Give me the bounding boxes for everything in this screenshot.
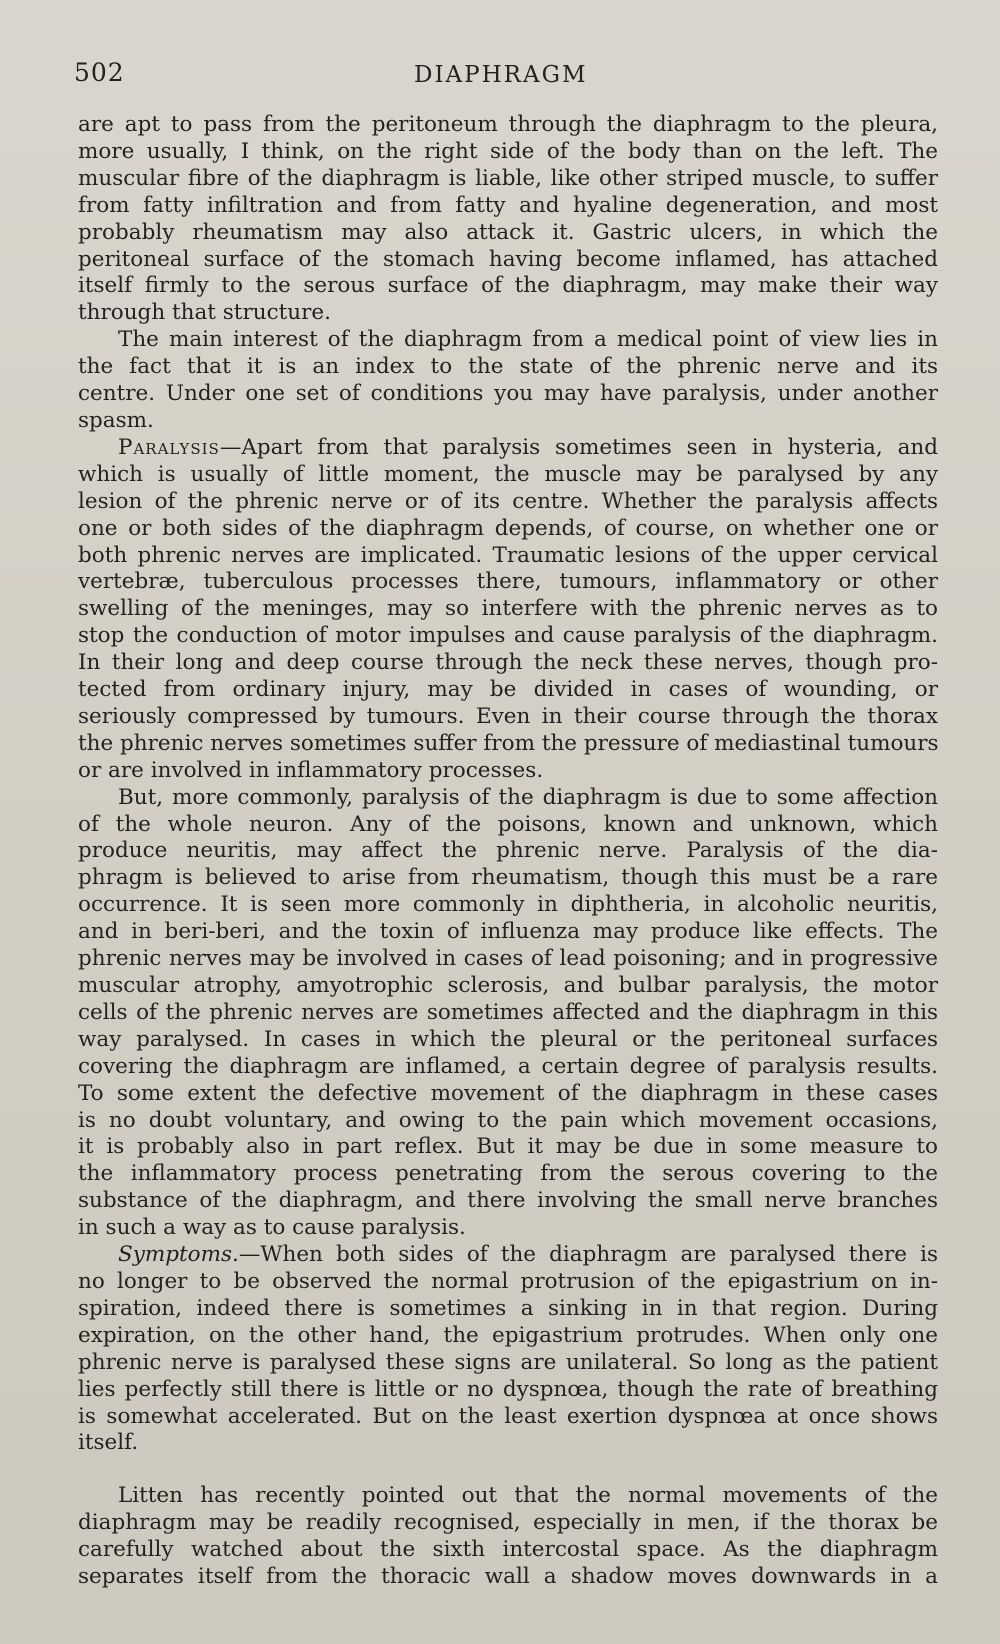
text-line: tected from ordinary injury, may be divided in cases of wounding, or xyxy=(78,677,938,703)
text-line: cells of the phrenic nerves are sometimes affected and the diaphragm in this xyxy=(78,999,938,1025)
text-line: one or both sides of the diaphragm depends, of course, on whether one or xyxy=(78,515,938,541)
text-line: phrenic nerves may be involved in cases of lead poisoning; and in progressive xyxy=(78,946,938,972)
text-line: carefully watched about the sixth intercostal space. As the diaphragm xyxy=(78,1537,938,1563)
text-line: produce neuritis, may affect the phrenic nerve. Paralysis of the dia- xyxy=(78,838,938,864)
paragraph-gap xyxy=(78,1457,938,1483)
text-line: phrenic nerve is paralysed these signs are unilateral. So long as the patient xyxy=(78,1349,938,1375)
text-line: both phrenic nerves are implicated. Traumatic lesions of the upper cervical xyxy=(78,542,938,568)
text-line: covering the diaphragm are inflamed, a certain degree of paralysis results. xyxy=(78,1053,938,1079)
text-line: spasm. xyxy=(78,407,154,433)
text-line: To some extent the defective movement of the diaphragm in these cases xyxy=(78,1080,938,1106)
text-line: itself. xyxy=(78,1430,139,1456)
running-title: DIAPHRAGM xyxy=(414,62,588,88)
text-fragment: —Apart from that paralysis sometimes seen in hysteria, and xyxy=(219,434,938,460)
text-line: In their long and deep course through the neck these nerves, though pro- xyxy=(78,650,938,676)
text-line: lies perfectly still there is little or no dyspnœa, though the rate of breathing xyxy=(78,1376,938,1402)
text-line: itself firmly to the serous surface of the diaphragm, may make their way xyxy=(78,273,938,299)
text-line: which is usually of little moment, the muscle may be paralysed by any xyxy=(78,461,938,487)
text-line: seriously compressed by tumours. Even in their course through the thorax xyxy=(78,703,938,729)
text-line: phragm is believed to arise from rheumatism, though this must be a rare xyxy=(78,865,938,891)
text-line: the fact that it is an index to the state of the phrenic nerve and its xyxy=(78,354,938,380)
text-line: the inflammatory process penetrating from the serous covering to the xyxy=(78,1161,938,1187)
text-line: lesion of the phrenic nerve or of its centre. Whether the paralysis affects xyxy=(78,488,938,514)
text-line: swelling of the meninges, may so interfere with the phrenic nerves as to xyxy=(78,596,938,622)
text-line: through that structure. xyxy=(78,300,331,326)
text-line: centre. Under one set of conditions you may have paralysis, under another xyxy=(78,381,938,407)
text-line xyxy=(78,1242,938,1269)
text-line: stop the conduction of motor impulses and cause paralysis of the diaphragm. xyxy=(78,623,938,649)
text-line: muscular atrophy, amyotrophic sclerosis, and bulbar paralysis, the motor xyxy=(78,973,938,998)
page-number: 502 xyxy=(74,58,125,87)
text-line xyxy=(78,435,938,462)
text-line: or are involved in inflammatory processes. xyxy=(78,757,544,783)
body-text xyxy=(78,112,938,1591)
text-line: is somewhat accelerated. But on the least exertion dyspnœa at once shows xyxy=(78,1403,938,1429)
text-line: in such a way as to cause paralysis. xyxy=(78,1215,466,1241)
text-line: the phrenic nerves sometimes suffer from the pressure of mediastinal tumours xyxy=(78,730,939,756)
text-line: muscular fibre of the diaphragm is liable, like other striped muscle, to suffer xyxy=(78,165,938,191)
text-line: of the whole neuron. Any of the poisons, known and unknown, which xyxy=(78,811,938,837)
text-line: no longer to be observed the normal protrusion of the epigastrium on in- xyxy=(78,1268,938,1294)
text-line: substance of the diaphragm, and there involving the small nerve branches xyxy=(78,1188,938,1214)
text-line: vertebræ, tuberculous processes there, tumours, inflammatory or other xyxy=(78,569,938,595)
text-line: separates itself from the thoracic wall a shadow moves downwards in a xyxy=(78,1564,938,1590)
text-line: expiration, on the other hand, the epigastrium protrudes. When only one xyxy=(78,1322,938,1348)
running-head xyxy=(74,58,934,92)
text-line: But, more commonly, paralysis of the diaphragm is due to some affection xyxy=(118,784,938,810)
text-line: spiration, indeed there is sometimes a sinking in in that region. During xyxy=(78,1295,938,1321)
section-heading-paralysis: Paralysis xyxy=(118,434,220,460)
text-line: and in beri-beri, and the toxin of influenza may produce like effects. The xyxy=(78,919,938,945)
text-line: occurrence. It is seen more commonly in diphtheria, in alcoholic neuritis, xyxy=(78,892,938,918)
text-line: way paralysed. In cases in which the pleural or the peritoneal surfaces xyxy=(78,1026,938,1052)
text-line: it is probably also in part reflex. But it may be due in some measure to xyxy=(78,1134,938,1160)
text-line: peritoneal surface of the stomach having become inflamed, has attached xyxy=(78,246,938,272)
text-line: Litten has recently pointed out that the normal movements of the xyxy=(118,1483,938,1509)
text-line: is no doubt voluntary, and owing to the pain which movement occasions, xyxy=(78,1107,938,1133)
text-line: more usually, I think, on the right side of the body than on the left. The xyxy=(78,138,938,164)
section-heading-symptoms: Symptoms. xyxy=(118,1242,239,1268)
text-line: diaphragm may be readily recognised, especially in men, if the thorax be xyxy=(78,1510,938,1536)
text-line: are apt to pass from the peritoneum through the diaphragm to the pleura, xyxy=(78,112,938,137)
text-line: The main interest of the diaphragm from a medical point of view lies in xyxy=(118,327,938,353)
text-line: from fatty infiltration and from fatty and hyaline degeneration, and most xyxy=(78,192,938,218)
text-line: probably rheumatism may also attack it. Gastric ulcers, in which the xyxy=(78,219,938,245)
text-fragment: —When both sides of the diaphragm are paralysed there is xyxy=(238,1242,938,1268)
